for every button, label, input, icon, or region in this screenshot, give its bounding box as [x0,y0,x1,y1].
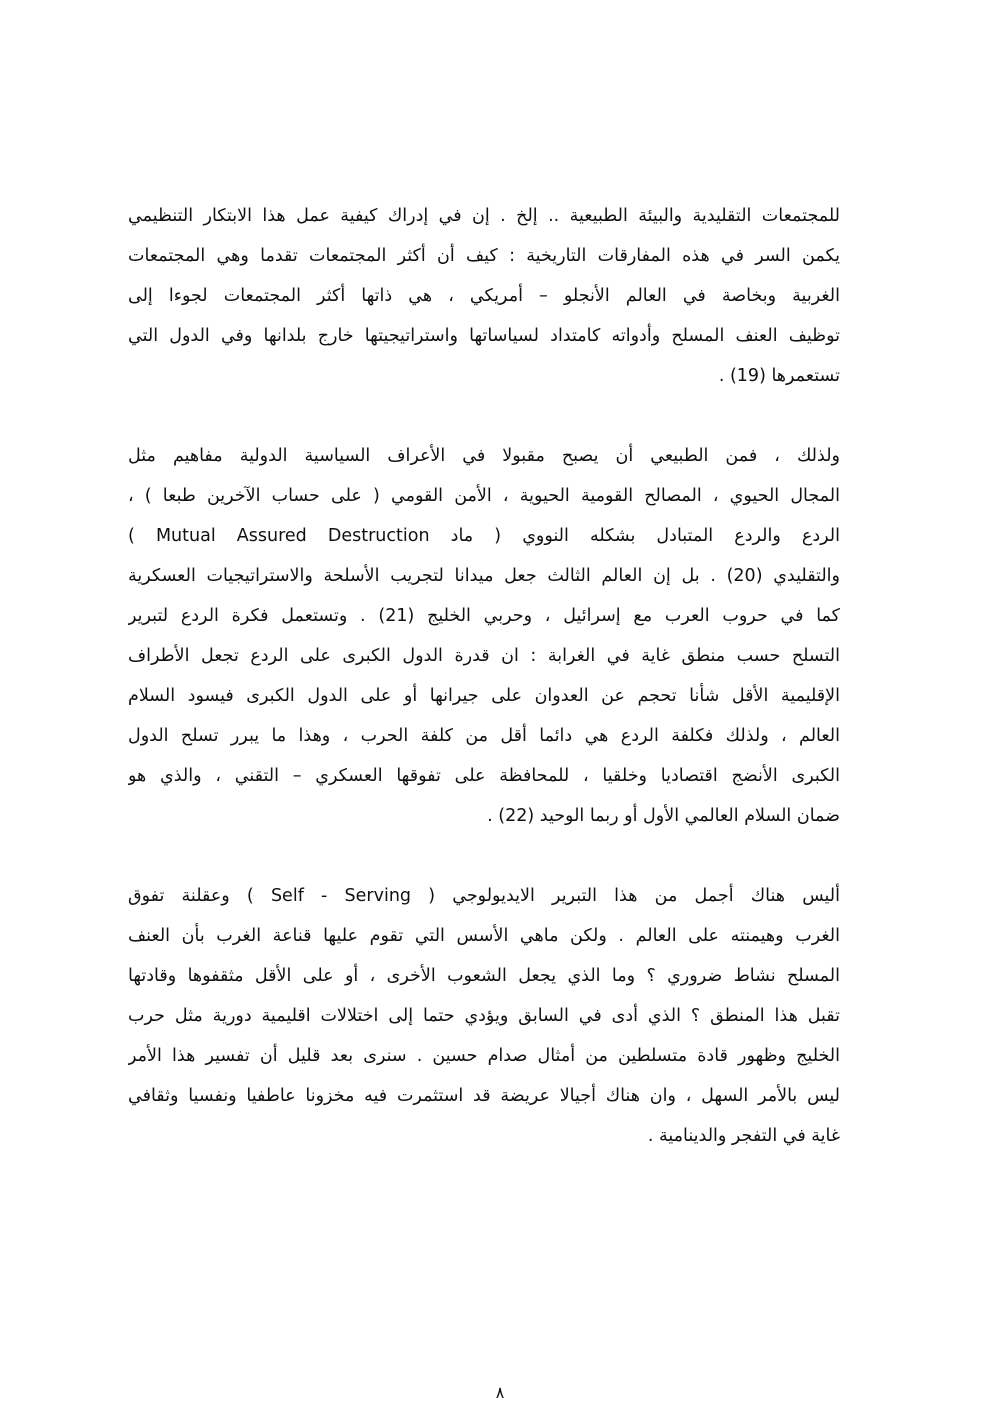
text-line: للمجتمعات التقليدية والبيئة الطبيعية .. إلخ . إن في إدراك كيفية عمل هذا الابتكار التنظيمي [128,206,840,226]
text-line: والتقليدي (20) . بل إن العالم الثالث جعل ميدانا لتجريب الأسلحة والاستراتيجيات العسكرية [128,566,840,586]
text-line: العالم ، ولذلك فكلفة الردع هي دائما أقل من كلفة الحرب ، وهذا ما يبرر تسلح الدول [128,726,840,746]
text-line: المجال الحيوي ، المصالح القومية الحيوية ، الأمن القومي ( على حساب الآخرين طبعا ) ، [128,486,840,506]
text-line: التسلح حسب منطق غاية في الغرابة : ان قدرة الدول الكبرى على الردع تجعل الأطراف [128,646,840,666]
page-number: ٨ [495,1383,505,1402]
paragraph-2 [128,436,840,836]
paragraph-1 [128,196,840,396]
text-line: الكبرى الأنضج اقتصاديا وخلقيا ، للمحافظة على تفوقها العسكري – التقني ، والذي هو [128,766,840,786]
text-line: تستعمرها (19) . [718,366,840,386]
text-line: ولذلك ، فمن الطبيعي أن يصبح مقبولا في الأعراف السياسية الدولية مفاهيم مثل [128,446,840,466]
text-line: الخليج وظهور قادة متسلطين من أمثال صدام حسين . سنرى بعد قليل أن تفسير هذا الأمر [128,1046,840,1066]
text-line: الإقليمية الأقل شأنا تحجم عن العدوان على جيرانها أو على الدول الكبرى فيسود السلام [128,686,840,706]
text-line: ليس بالأمر السهل ، وان هناك أجيالا عريضة قد استثمرت فيه مخزونا عاطفيا ونفسيا وثقافي [128,1086,840,1106]
text-line: توظيف العنف المسلح وأدواته كامتداد لسياساتها واستراتيجيتها خارج بلدانها وفي الدول التي [128,326,840,346]
text-line: ضمان السلام العالمي الأول أو ربما الوحيد (22) . [487,806,840,826]
text-line: تقبل هذا المنطق ؟ الذي أدى في السابق ويؤدي حتما إلى اختلالات اقليمية دورية مثل حرب [128,1006,840,1026]
text-line: يكمن السر في هذه المفارقات التاريخية : كيف أن أكثر المجتمعات تقدما وهي المجتمعات [128,246,840,266]
text-line: كما في حروب العرب مع إسرائيل ، وحربي الخليج (21) . وتستعمل فكرة الردع لتبرير [128,606,840,626]
text-line: الغربية وبخاصة في العالم الأنجلو – أمريكي ، هي ذاتها أكثر المجتمعات لجوءا إلى [128,286,840,306]
text-line: الردع والردع المتبادل بشكله النووي ( ماد Mutual Assured Destruction ) [128,526,840,546]
text-line: أليس هناك أجمل من هذا التبرير الايديولوجي ( Self - Serving ) وعقلنة تفوق [128,886,840,906]
text-line: الغرب وهيمنته على العالم . ولكن ماهي الأسس التي تقوم عليها قناعة الغرب بأن العنف [128,926,840,946]
text-line: غاية في التفجر والدينامية . [647,1126,840,1146]
text-line: المسلح نشاط ضروري ؟ وما الذي يجعل الشعوب الأخرى ، أو على الأقل مثقفوها وقادتها [128,966,840,986]
paragraph-3 [128,876,840,1156]
